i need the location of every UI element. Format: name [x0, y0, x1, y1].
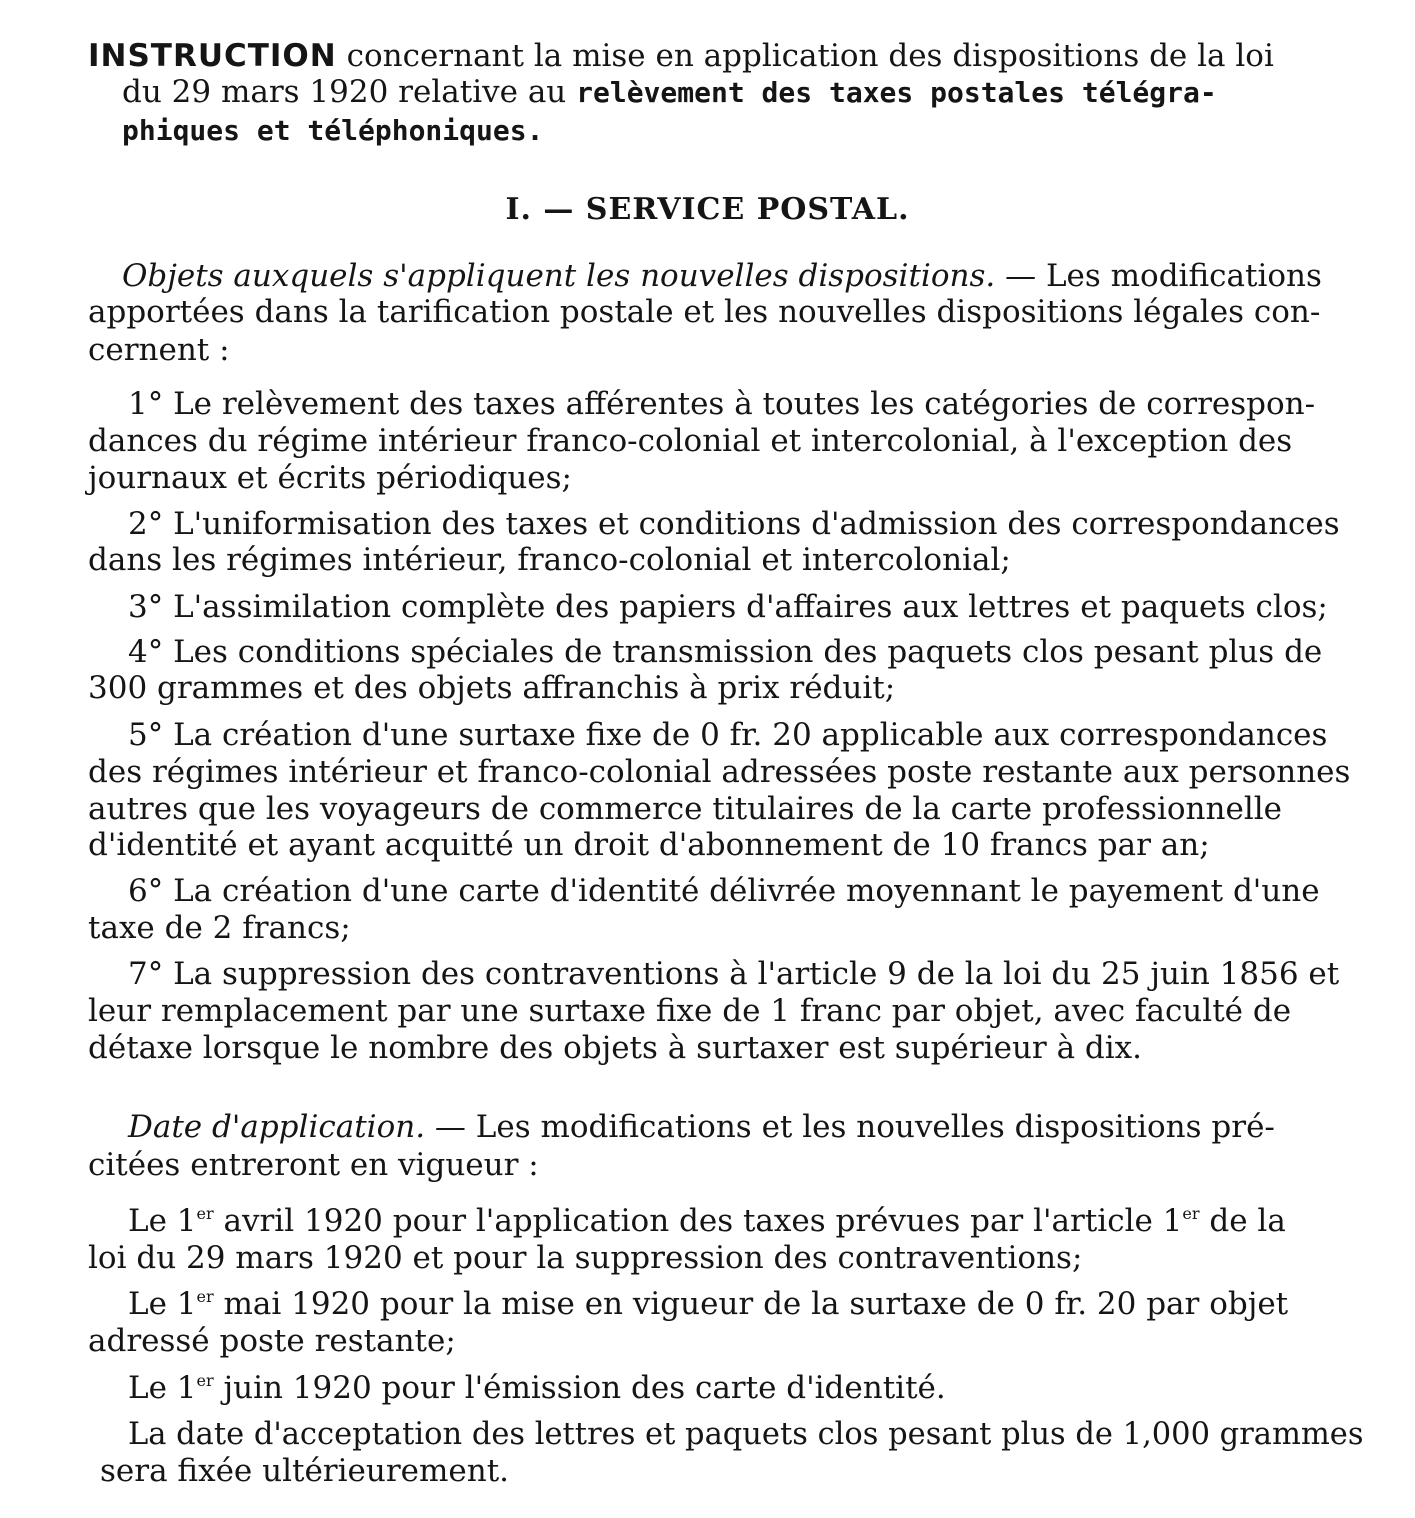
item-7-line-3: détaxe lorsque le nombre des objets à surtaxer est supérieur à dix.: [88, 1030, 1143, 1066]
heading-line-1-text: concernant la mise en application des dispositions de la loi: [336, 38, 1274, 74]
date-2-text-b: mai 1920 pour la mise en vigueur de la surtaxe de 0 fr. 20 par objet: [213, 1286, 1289, 1322]
objets-line-1: [122, 258, 1322, 294]
date-2-text-a: Le 1: [128, 1286, 197, 1322]
date-1-text-a: Le 1: [128, 1203, 197, 1239]
objets-line-3: cernent :: [88, 332, 230, 368]
item-7-line-2: leur remplacement par une surtaxe fixe de 1 franc par objet, avec faculté de: [88, 993, 1292, 1029]
item-1-line-2: dances du régime intérieur franco-colonial et intercolonial, à l'exception des: [88, 423, 1293, 459]
date-line-2: citées entreront en vigueur :: [88, 1147, 539, 1183]
item-2-line-1: 2° L'uniformisation des taxes et conditions d'admission des correspondances: [128, 506, 1340, 542]
date-3-text-b: juin 1920 pour l'émission des carte d'identité.: [213, 1370, 946, 1406]
item-6-line-1: 6° La création d'une carte d'identité délivrée moyennant le payement d'une: [128, 873, 1320, 909]
objets-italic-label: Objets auxquels s'appliquent les nouvelles dispositions.: [122, 258, 996, 294]
item-5-line-3: autres que les voyageurs de commerce titulaires de la carte professionnelle: [88, 791, 1282, 827]
objets-line-1-text: — Les modifications: [995, 258, 1322, 294]
item-3-line-1: 3° L'assimilation complète des papiers d'affaires aux lettres et paquets clos;: [128, 589, 1328, 625]
item-1-line-1: 1° Le relèvement des taxes afférentes à toutes les catégories de correspon-: [128, 386, 1316, 422]
heading-line-2: [122, 74, 1217, 111]
item-5-line-2: des régimes intérieur et franco-colonial adressées poste restante aux personnes: [88, 754, 1351, 790]
heading-instruction-word: INSTRUCTION: [88, 38, 337, 74]
objets-line-2: apportées dans la tarification postale et les nouvelles dispositions légales con-: [88, 294, 1321, 330]
date-1-sup-2: er: [1182, 1204, 1200, 1223]
heading-line-2-bold: relèvement des taxes postales télégra-: [576, 76, 1217, 109]
item-7-line-1: 7° La suppression des contraventions à l'article 9 de la loi du 25 juin 1856 et: [128, 956, 1340, 992]
final-line-2: sera fixée ultérieurement.: [100, 1453, 510, 1489]
item-1-line-3: journaux et écrits périodiques;: [88, 460, 572, 496]
date-1-text-c: de la: [1199, 1203, 1286, 1239]
item-4-line-2: 300 grammes et des objets affranchis à prix réduit;: [88, 670, 896, 706]
item-6-line-2: taxe de 2 francs;: [88, 910, 351, 946]
date-italic-label: Date d'application.: [128, 1109, 426, 1145]
date-line-1-text: — Les modifications et les nouvelles dispositions pré-: [425, 1109, 1275, 1145]
date-3-sup-1: er: [196, 1371, 214, 1390]
heading-line-3-bold: phiques et téléphoniques.: [122, 114, 544, 147]
date-1-text-b: avril 1920 pour l'application des taxes prévues par l'article 1: [213, 1203, 1183, 1239]
date-1-line-2: loi du 29 mars 1920 et pour la suppression des contraventions;: [88, 1240, 1083, 1276]
date-1-sup-1: er: [196, 1204, 214, 1223]
item-2-line-2: dans les régimes intérieur, franco-colonial et intercolonial;: [88, 542, 1011, 578]
heading-line-1: [88, 38, 1370, 74]
section-title: I. — SERVICE POSTAL.: [505, 192, 910, 227]
date-3-line-1: [128, 1370, 946, 1406]
date-2-sup-1: er: [196, 1287, 214, 1306]
item-4-line-1: 4° Les conditions spéciales de transmission des paquets clos pesant plus de: [128, 634, 1323, 670]
heading-line-2-text: du 29 mars 1920 relative au: [122, 74, 577, 110]
date-1-line-1: [128, 1203, 1286, 1239]
date-2-line-1: [128, 1286, 1288, 1322]
date-2-line-2: adressé poste restante;: [88, 1323, 456, 1359]
date-3-text-a: Le 1: [128, 1370, 197, 1406]
item-5-line-4: d'identité et ayant acquitté un droit d'abonnement de 10 francs par an;: [88, 827, 1210, 863]
item-5-line-1: 5° La création d'une surtaxe fixe de 0 fr. 20 applicable aux correspondances: [128, 717, 1328, 753]
final-line-1: La date d'acceptation des lettres et paquets clos pesant plus de 1,000 grammes: [128, 1417, 1364, 1452]
heading-line-3: [122, 112, 543, 149]
date-line-1: [128, 1109, 1275, 1145]
